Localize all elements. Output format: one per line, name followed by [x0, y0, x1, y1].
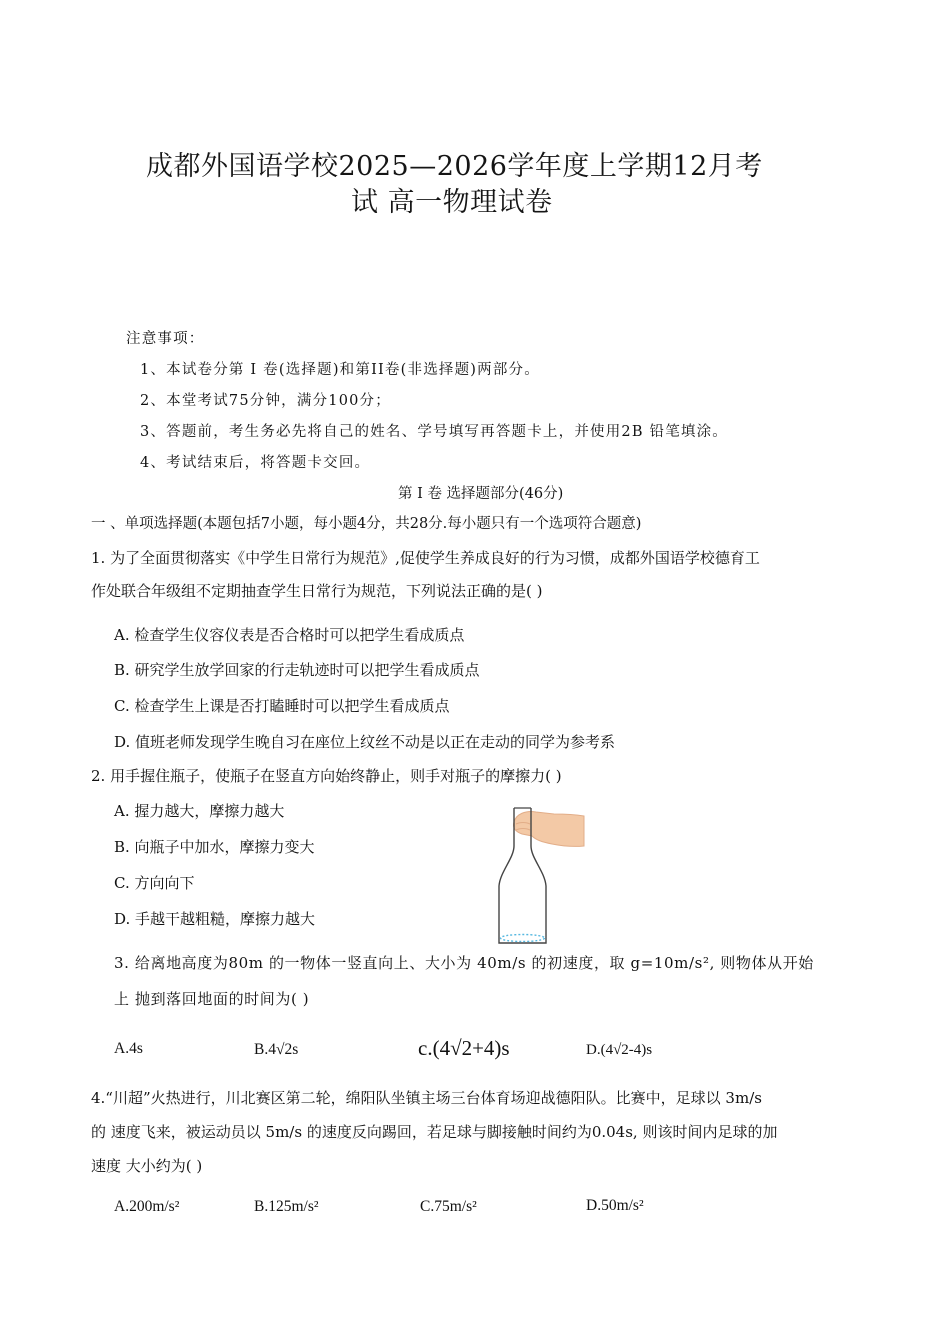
question-2-option-c: C. 方向向下 [114, 874, 195, 892]
question-3-option-b: B.4√2s [254, 1041, 299, 1058]
question-3-option-c: c.(4√2+4)s [418, 1036, 510, 1060]
question-1-stem-line2: 作处联合年级组不定期抽查学生日常行为规范，下列说法正确的是( ) [91, 582, 543, 600]
question-3-option-d: D.(4√2-4)s [586, 1042, 653, 1058]
question-3-option-a: A.4s [114, 1040, 143, 1057]
question-2-stem: 2. 用手握住瓶子，使瓶子在竖直方向始终静止，则手对瓶子的摩擦力( ) [91, 767, 562, 785]
notice-item-4: 4、考试结束后，将答题卡交回。 [140, 455, 371, 471]
hand-shape [513, 811, 584, 846]
question-1-option-a: A. 检查学生仪容仪表是否合格时可以把学生看成质点 [114, 626, 465, 644]
volume-title: 第 I 卷 选择题部分(46分) [398, 486, 564, 502]
notice-item-2: 2、本堂考试75分钟，满分100分； [140, 393, 391, 409]
question-4-option-c: C.75m/s² [420, 1198, 477, 1215]
question-2-option-a: A. 握力越大，摩擦力越大 [114, 802, 285, 820]
page-title-line1: 成都外国语学校2025—2026学年度上学期12月考 [146, 151, 763, 182]
question-1-option-d: D. 值班老师发现学生晚自习在座位上纹丝不动是以正在走动的同学为参考系 [114, 733, 616, 751]
question-4-stem-line3: 速度 大小约为( ) [91, 1157, 203, 1175]
water-surface [501, 935, 545, 942]
question-4-stem-line1: 4.“川超”火热进行，川北赛区第二轮，绵阳队坐镇主场三台体育场迎战德阳队。比赛中，足球以 3m/s [91, 1089, 762, 1107]
question-4-stem-line2: 的 速度飞来，被运动员以 5m/s 的速度反向踢回，若足球与脚接触时间约为0.04s, 则该时间内足球的加 [91, 1123, 778, 1141]
question-4-option-a: A.200m/s² [114, 1198, 180, 1215]
page-title-line2: 试 高一物理试卷 [351, 187, 553, 218]
question-2-option-d: D. 手越干越粗糙，摩擦力越大 [114, 910, 316, 928]
notice-heading: 注意事项： [126, 331, 205, 347]
question-1-option-c: C. 检查学生上课是否打瞌睡时可以把学生看成质点 [114, 697, 450, 715]
notice-item-1: 1、本试卷分第 I 卷(选择题)和第II卷(非选择题)两部分。 [140, 362, 540, 378]
question-3-stem-line2: 上 抛到落回地面的时间为( ) [114, 990, 310, 1008]
question-4-option-b: B.125m/s² [254, 1198, 319, 1215]
question-4-option-d: D.50m/s² [586, 1197, 644, 1214]
question-3-stem-line1: 3. 给离地高度为80m 的一物体一竖直向上、大小为 40m/s 的初速度，取 g=10m/s², 则物体从开始 [114, 954, 814, 972]
question-2-option-b: B. 向瓶子中加水，摩擦力变大 [114, 838, 315, 856]
notice-item-3: 3、答题前，考生务必先将自己的姓名、学号填写再答题卡上，并使用2B 铅笔填涂。 [140, 424, 729, 440]
hand-holding-bottle-figure [492, 800, 592, 950]
part-one-heading: 一 、单项选择题(本题包括7小题，每小题4分，共28分.每小题只有一个选项符合题意) [91, 516, 642, 532]
question-1-stem-line1: 1. 为了全面贯彻落实《中学生日常行为规范》,促使学生养成良好的行为习惯，成都外国语学校德育工 [91, 549, 760, 567]
question-1-option-b: B. 研究学生放学回家的行走轨迹时可以把学生看成质点 [114, 661, 480, 679]
